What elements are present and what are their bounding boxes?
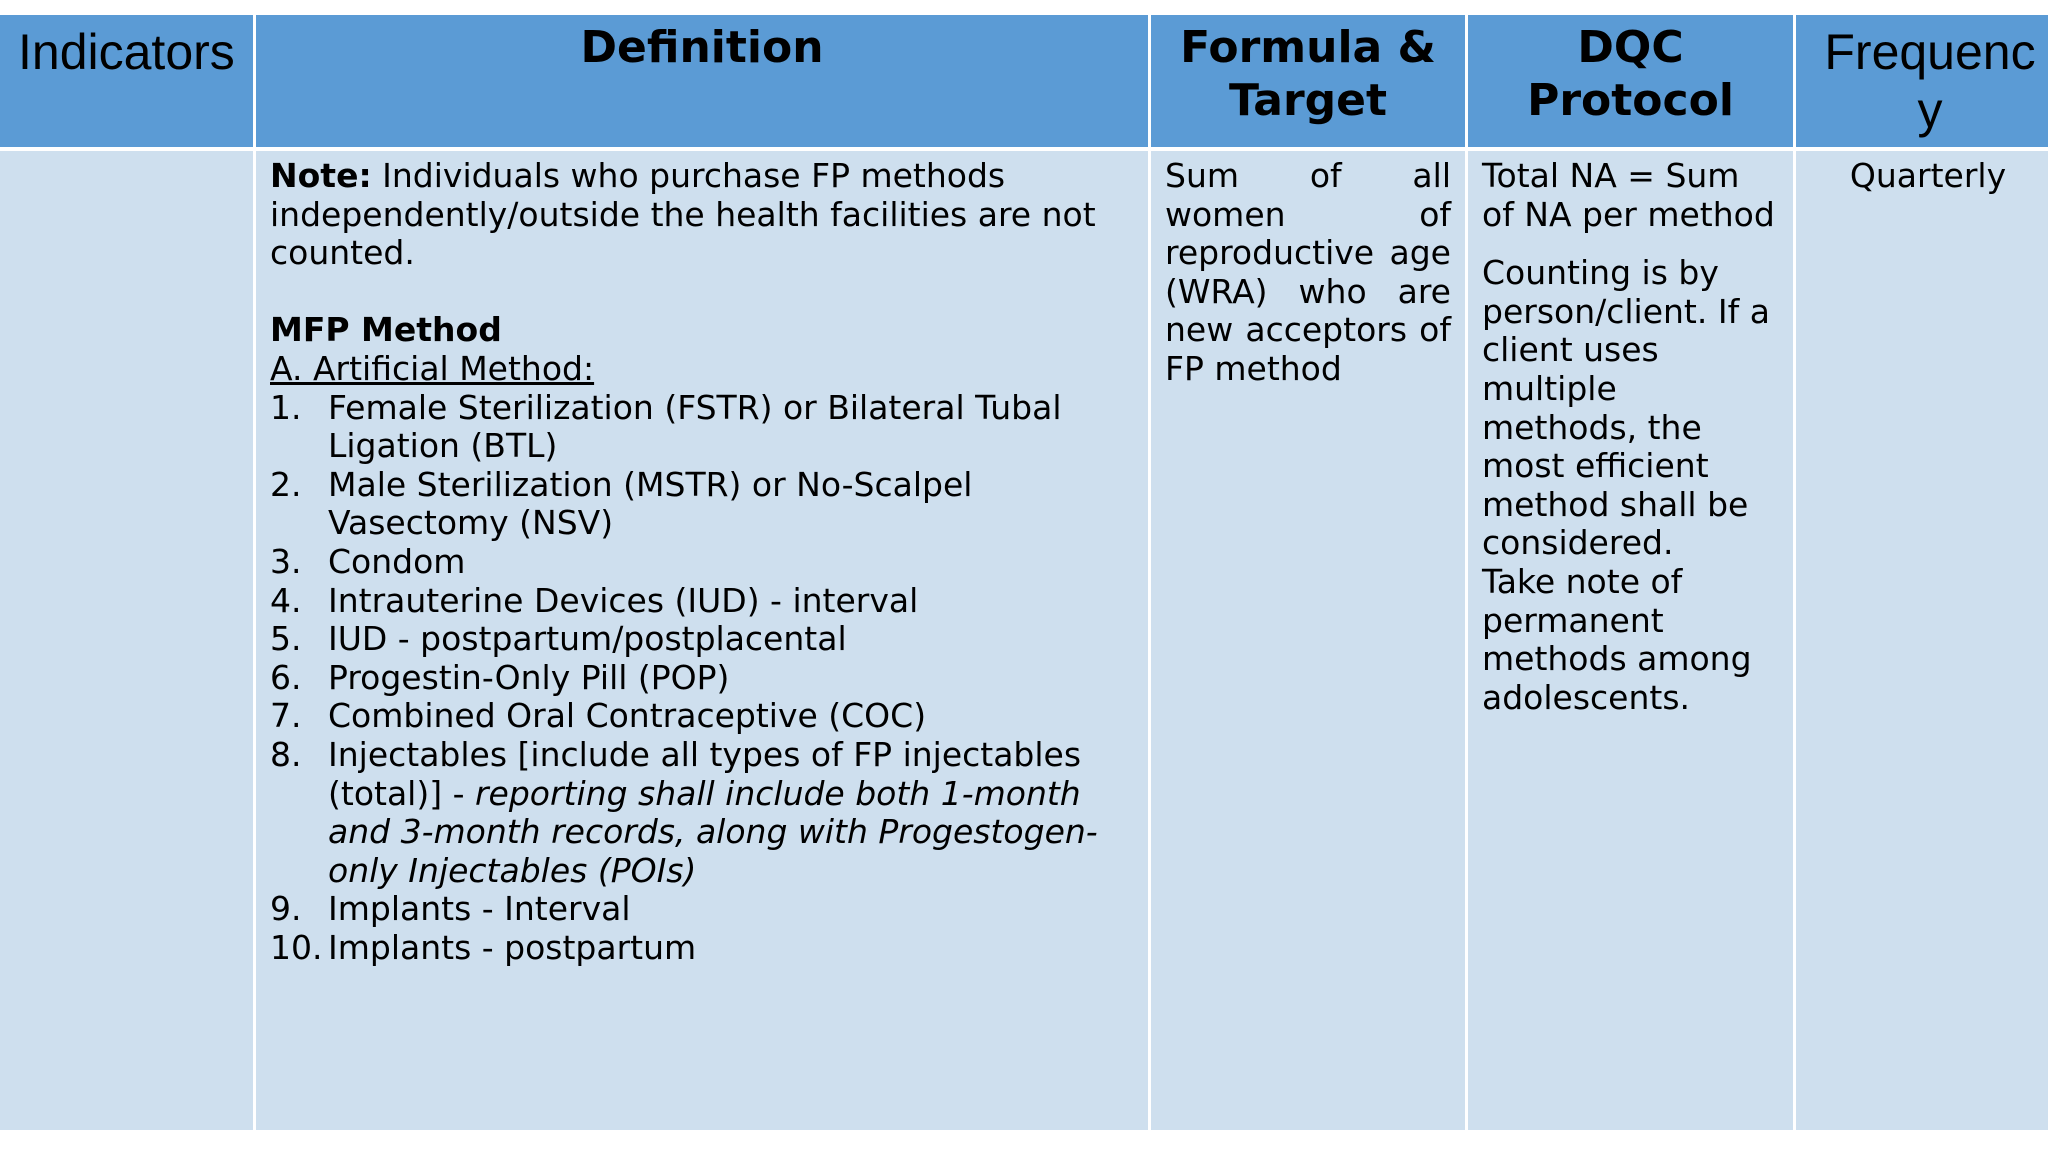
list-item: 6. Progestin-Only Pill (POP) (270, 657, 730, 697)
dqc-line-2: Counting is by person/client. If a client uses multiple methods, the most efficient method shall be considered. (1482, 253, 1770, 563)
list-item: 5. IUD - postpartum/postplacental (270, 619, 847, 659)
header-indicators (0, 15, 253, 147)
definition-note (270, 157, 1134, 273)
cell-frequency (1796, 151, 2048, 1130)
header-definition-label: Definition (580, 22, 824, 73)
list-item: 1. Female Sterilization (FSTR) or Bilateral Tubal Ligation (BTL) (270, 387, 1062, 466)
list-item: 9. Implants - Interval (270, 889, 631, 929)
header-indicators-label: Indicators (18, 24, 235, 80)
frequency-value: Quarterly (1849, 156, 2007, 195)
list-item: 7. Combined Oral Contraceptive (COC) (270, 696, 927, 736)
cell-definition (256, 151, 1148, 1130)
cell-formula-target (1151, 151, 1465, 1130)
header-dqc-protocol-label: DQC Protocol (1527, 22, 1734, 126)
list-item: 2. Male Sterilization (MSTR) or No-Scalpel Vasectomy (NSV) (270, 464, 973, 543)
mfp-heading: MFP Method (270, 310, 502, 350)
note-text: Individuals who purchase FP methods independently/outside the health facilities are not counted. (270, 156, 1096, 273)
header-frequency (1796, 15, 2048, 147)
injectables-italic-note: reporting shall include both 1-month and 3-month records, along with Progestogen-only Injectables (POIs) (328, 773, 1098, 890)
header-definition (256, 15, 1148, 147)
header-formula-target-label: Formula & Target (1180, 22, 1436, 126)
artificial-heading: A. Artificial Method: (270, 348, 595, 388)
list-item: 3. Condom (270, 541, 466, 581)
list-item: 4. Intrauterine Devices (IUD) - interval (270, 580, 919, 620)
methods-list (270, 389, 1134, 968)
list-item: 10. Implants - postpartum (270, 927, 697, 967)
indicator-table (0, 15, 2048, 1126)
header-dqc-protocol (1468, 15, 1793, 147)
header-formula-target (1151, 15, 1465, 147)
cell-indicators (0, 151, 253, 1130)
header-frequency-label: Frequency (1824, 24, 2036, 138)
dqc-line-1: Total NA = Sum of NA per method (1482, 156, 1775, 234)
note-label: Note: (270, 156, 372, 195)
cell-dqc-protocol (1468, 151, 1793, 1130)
dqc-line-3: Take note of permanent methods among adolescents. (1482, 561, 1752, 717)
list-item: 8. Injectables [include all types of FP injectables (total)] - reporting shall include both 1-month and 3-month records, along with Progestogen-only Injectables (POIs) (270, 734, 1098, 890)
formula-text: Sum of all women of reproductive age (WRA) who are new acceptors of FP method (1165, 156, 1451, 388)
